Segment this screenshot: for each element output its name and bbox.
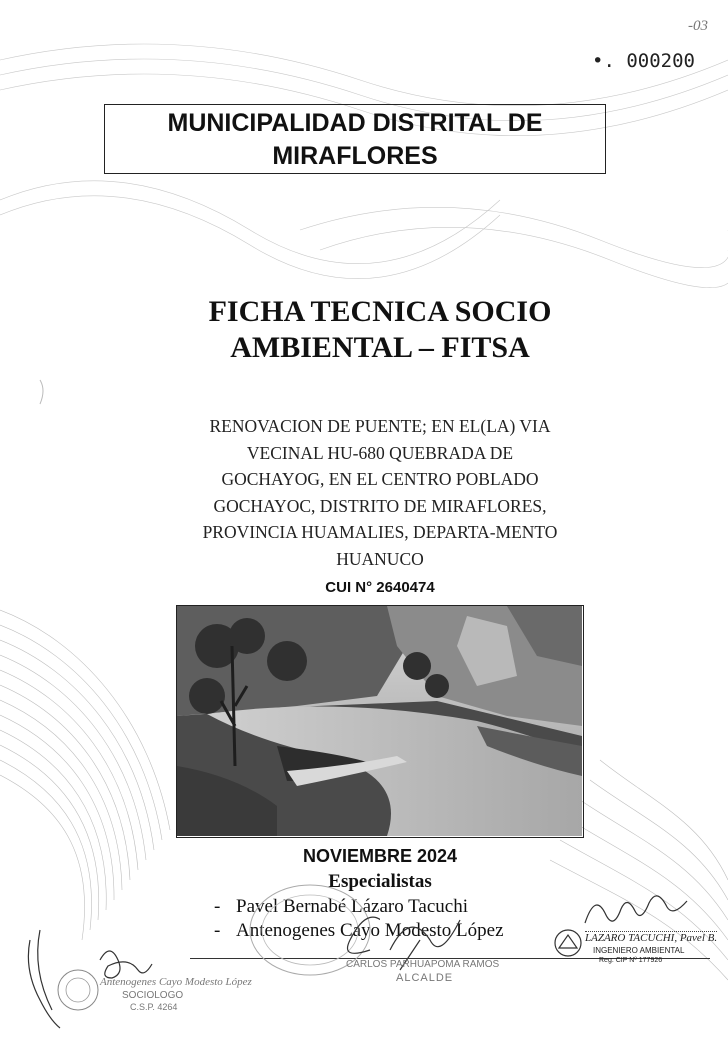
document-title	[130, 294, 630, 366]
project-line: RENOVACION DE PUENTE; EN EL(LA) VIA	[209, 416, 551, 436]
cui-number: CUI N° 2640474	[325, 579, 435, 596]
project-line: HUANUCO	[336, 548, 424, 569]
engineer-seal-icon	[553, 928, 583, 958]
center-stamp-role: ALCALDE	[396, 972, 454, 984]
right-signature	[580, 888, 700, 933]
right-stamp-name: LAZARO TACUCHI, Pavel B.	[585, 932, 718, 944]
folio-mark: -03	[688, 18, 708, 34]
center-stamp-name: CARLOS PARHUAPOMA RAMOS	[346, 959, 500, 970]
specialist-name: Pavel Bernabé Lázaro Tacuchi	[236, 896, 469, 917]
project-line: PROVINCIA HUAMALIES, DEPARTA-MENTO	[202, 522, 558, 542]
specialist-name: Antenogenes Cayo Modesto López	[236, 920, 504, 941]
project-line: VECINAL HU-680 QUEBRADA DE	[246, 442, 514, 463]
title-line-1: FICHA TECNICA SOCIO	[208, 295, 552, 328]
municipality-header-box	[104, 104, 606, 174]
left-stamp-role: SOCIOLOGO	[122, 990, 184, 1001]
title-line-2: AMBIENTAL – FITSA	[230, 331, 530, 364]
document-number: •. 000200	[592, 50, 695, 72]
left-stamp-reg: C.S.P. 4264	[130, 1002, 178, 1012]
site-photo	[176, 605, 584, 838]
project-description	[180, 413, 580, 572]
right-stamp-reg: Reg. CIP Nº 177926	[599, 957, 663, 964]
right-stamp-role: INGENIERO AMBIENTAL	[593, 946, 685, 955]
list-dash: -	[214, 920, 221, 941]
specialists-heading: Especialistas	[328, 871, 432, 892]
center-municipal-seal	[240, 880, 380, 990]
left-stamp-name: Antenogenes Cayo Modesto López	[100, 976, 252, 988]
project-line: GOCHAYOC, DISTRITO DE MIRAFLORES,	[213, 495, 547, 516]
municipality-line-1: MUNICIPALIDAD DISTRITAL DE	[167, 109, 543, 137]
list-dash: -	[214, 896, 221, 917]
left-signature-stamp	[20, 920, 210, 1030]
project-line: GOCHAYOG, EN EL CENTRO POBLADO	[221, 469, 539, 489]
document-date: NOVIEMBRE 2024	[302, 846, 458, 866]
municipality-line-2: MIRAFLORES	[272, 142, 438, 170]
